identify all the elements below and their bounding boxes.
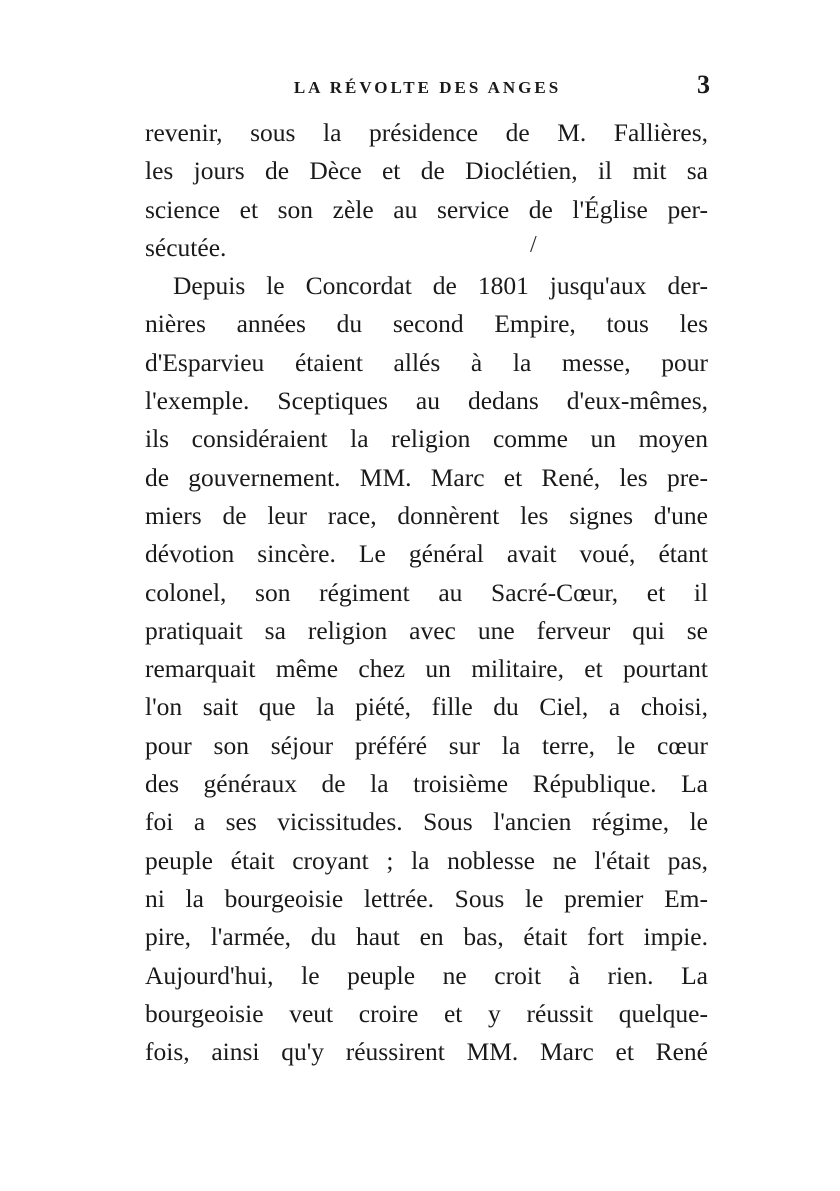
text-line: pour son séjour préféré sur la terre, le cœur bbox=[145, 730, 708, 760]
text-line: des généraux de la troisième République. La bbox=[145, 769, 708, 799]
text-line: l'on sait que la piété, fille du Ciel, a choisi, bbox=[145, 692, 708, 722]
text-line: remarquait même chez un militaire, et pourtant bbox=[145, 654, 708, 684]
body-text bbox=[145, 114, 708, 1071]
text-line: foi a ses vicissitudes. Sous l'ancien régime, le bbox=[145, 807, 708, 837]
text-line: pratiquait sa religion avec une ferveur qui se bbox=[145, 615, 708, 645]
pencil-mark-icon: / bbox=[530, 232, 537, 258]
text-line: sécutée. bbox=[145, 232, 227, 262]
running-header bbox=[145, 70, 710, 110]
text-line: fois, ainsi qu'y réussirent MM. Marc et René bbox=[145, 1037, 708, 1067]
page-number: 3 bbox=[697, 70, 710, 99]
running-title: LA RÉVOLTE DES ANGES bbox=[293, 78, 562, 97]
text-line: bourgeoisie veut croire et y réussit quelque- bbox=[145, 998, 708, 1028]
text-line: Aujourd'hui, le peuple ne croit à rien. La bbox=[145, 960, 708, 990]
text-line: science et son zèle au service de l'Église per- bbox=[145, 194, 708, 224]
text-line: pire, l'armée, du haut en bas, était fort impie. bbox=[145, 922, 708, 952]
text-line: Depuis le Concordat de 1801 jusqu'aux der- bbox=[173, 271, 708, 301]
text-line: l'exemple. Sceptiques au dedans d'eux-mêmes, bbox=[145, 386, 708, 416]
text-line: colonel, son régiment au Sacré-Cœur, et il bbox=[145, 577, 708, 607]
text-line: d'Esparvieu étaient allés à la messe, pour bbox=[145, 347, 708, 377]
text-line: revenir, sous la présidence de M. Fallières, bbox=[145, 118, 708, 147]
text-line: miers de leur race, donnèrent les signes d'une bbox=[145, 500, 708, 530]
text-line: les jours de Dèce et de Dioclétien, il mit sa bbox=[145, 156, 708, 186]
text-line: nières années du second Empire, tous les bbox=[145, 309, 708, 339]
text-line: peuple était croyant ; la noblesse ne l'était pas, bbox=[145, 845, 708, 875]
text-line: de gouvernement. MM. Marc et René, les pre- bbox=[145, 462, 708, 492]
text-line: ils considéraient la religion comme un moyen bbox=[145, 424, 708, 454]
text-line: dévotion sincère. Le général avait voué, étant bbox=[145, 539, 708, 569]
text-line: ni la bourgeoisie lettrée. Sous le premier Em- bbox=[145, 883, 708, 913]
